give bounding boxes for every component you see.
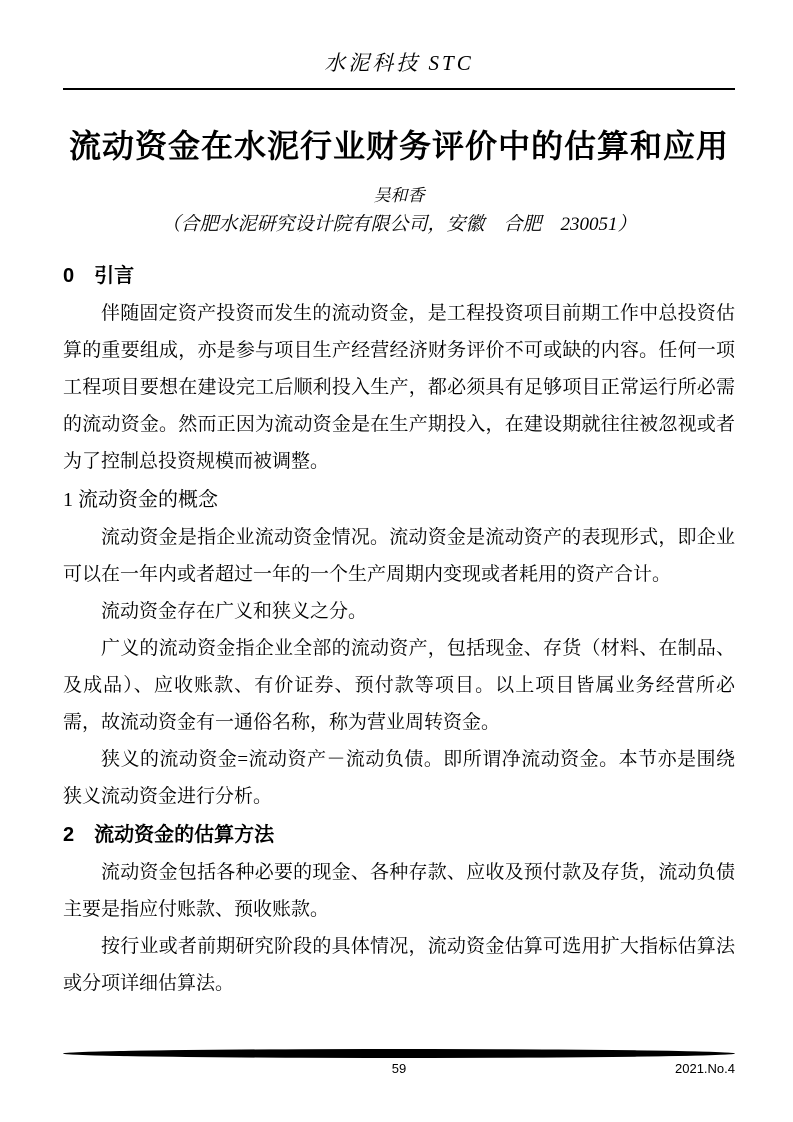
page-footer (63, 1049, 735, 1078)
paragraph: 伴随固定资产投资而发生的流动资金，是工程投资项目前期工作中总投资估算的重要组成，亦是参与项目生产经营经济财务评价不可或缺的内容。任何一项工程项目要想在建设完工后顺利投入生产，都必须具有足够项目正常运行所必需的流动资金。然而正因为流动资金是在生产期投入，在建设期就往往被忽视或者为了控制总投资规模而被调整。 (63, 303, 735, 472)
section-heading-2-estimation-methods: 2 流动资金的估算方法 (63, 824, 275, 846)
paragraph: 按行业或者前期研究阶段的具体情况，流动资金估算可选用扩大指标估算法或分项详细估算法。 (63, 936, 735, 994)
article-title: 流动资金在水泥行业财务评价中的估算和应用 (68, 128, 729, 164)
paragraph: 流动资金包括各种必要的现金、各种存款、应收及预付款及存货，流动负债主要是指应付账款、预收账款。 (63, 862, 735, 920)
header-rule (63, 88, 735, 90)
paragraph: 广义的流动资金指企业全部的流动资产，包括现金、存货（材料、在制品、及成品）、应收账款、有价证券、预付款等项目。以上项目皆属业务经营所必需，故流动资金有一通俗名称，称为营业周转资金。 (63, 638, 735, 733)
paragraph: 流动资金存在广义和狭义之分。 (101, 601, 368, 622)
section-heading-1-concept: 1 流动资金的概念 (63, 489, 218, 511)
footer-text-line (63, 1060, 735, 1078)
page-number: 59 (391, 1061, 407, 1076)
footer-rule (63, 1049, 735, 1058)
author-affiliation: （合肥水泥研究设计院有限公司，安徽 合肥 230051） (161, 214, 637, 235)
article-body (63, 258, 735, 1002)
section-heading-0-introduction: 0 引言 (63, 265, 135, 287)
journal-running-head: 水泥科技 STC (324, 51, 474, 75)
paragraph: 流动资金是指企业流动资金情况。流动资金是流动资产的表现形式，即企业可以在一年内或者超过一年的一个生产周期内变现或者耗用的资产合计。 (63, 527, 735, 585)
paragraph: 狭义的流动资金=流动资产－流动负债。即所谓净流动资金。本节亦是围绕狭义流动资金进行分析。 (63, 749, 735, 807)
author-name: 吴和香 (373, 186, 425, 205)
issue-label: 2021.No.4 (675, 1061, 735, 1076)
page-content (63, 0, 735, 1002)
